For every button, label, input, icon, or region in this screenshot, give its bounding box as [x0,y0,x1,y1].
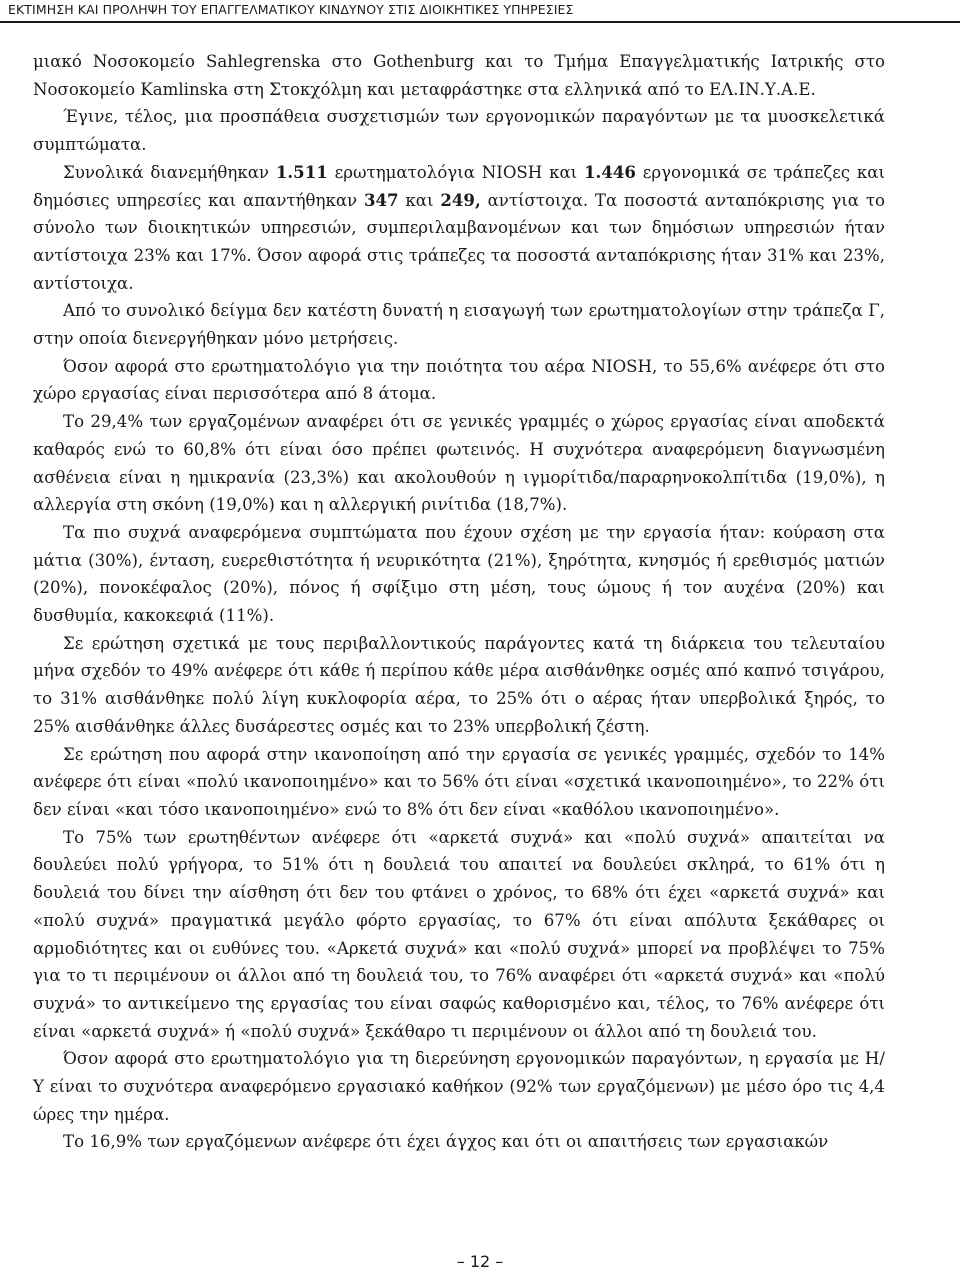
body-text [33,48,885,1156]
paragraph-7: Τα πιο συχνά αναφερόμενα συμπτώματα που έχουν σχέση με την εργασία ήταν: κούραση στα μάτια (30%), ένταση, ευερεθιστότητα ή νευρικότητα (21%), ξηρότητα, κνησμός ή ερεθισμός ματιών (20%), πονοκέφαλος (20%), πόνος ή σφίξιμο στη μέση, τους ώμους ή τον αυχένα (20%) και δυσθυμία, κακοκεφιά (11%). [33,522,885,626]
count-ergonomic-distributed: 1.446 [584,161,636,182]
paragraph-5: Όσον αφορά στο ερωτηματολόγιο για την ποιότητα του αέρα NIOSH, το 55,6% ανέφερε ότι στο χώρο εργασίας είναι περισσότερα από 8 άτομα. [33,356,885,404]
paragraph-10: Το 75% των ερωτηθέντων ανέφερε ότι «αρκετά συχνά» και «πολύ συχνά» απαιτείται να δουλεύει πολύ γρήγορα, το 51% ότι η δουλειά του απαιτεί να δουλεύει σκληρά, το 61% ότι η δουλειά του δίνει την αίσθηση ότι δεν του φτάνει ο χρόνος, το 68% ότι έχει «αρκετά συχνά» και «πολύ συχνά» πραγματικά μεγάλο φόρτο εργασίας, το 67% ότι είναι απόλυτα ξεκάθαρες οι αρμοδιότητες και οι ευθύνες του. «Αρκετά συχνά» και «πολύ συχνά» μπορεί να προβλέψει το 75% για το τι περιμένουν οι άλλοι από τη δουλειά του, το 76% αναφέρει ότι «αρκετά συχνά» και «πολύ συχνά» το αντικείμενο της εργασίας του είναι σαφώς καθορισμένο και, τέλος, το 76% ανέφερε ότι είναι «αρκετά συχνά» ή «πολύ συχνά» ξεκάθαρο τι περιμένουν οι άλλοι από τη δουλειά του. [33,827,885,1041]
paragraph-3-text-c: ερωτηματολόγια NIOSH και [327,162,584,182]
paragraph-6: Το 29,4% των εργαζομένων αναφέρει ότι σε γενικές γραμμές ο χώρος εργασίας είναι αποδεκτά καθαρός ενώ το 60,8% ότι είναι όσο πρέπει φωτεινός. Η συχνότερα αναφερόμενη διαγνωσμένη ασθένεια είναι η ημικρανία (23,3%) και ακολουθούν η ιγμορίτιδα/παραρηνοκολπίτιδα (19,0%), η αλλεργία στη σκόνη (19,0%) και η αλλεργική ρινίτιδα (18,7%). [33,412,885,515]
running-header: ΕΚΤΙΜΗΣΗ ΚΑΙ ΠΡΟΛΗΨΗ ΤΟΥ ΕΠΑΓΓΕΛΜΑΤΙΚΟΥ ΚΙΝΔΥΝΟΥ ΣΤΙΣ ΔΙΟΙΚΗΤΙΚΕΣ ΥΠΗΡΕΣΙΕΣ [8,2,574,17]
paragraph-3-text-a: Συνολικά διανεμήθηκαν [63,162,276,182]
paragraph-12: Το 16,9% των εργαζόμενων ανέφερε ότι έχει άγχος και ότι οι απαιτήσεις των εργασιακών [63,1132,829,1152]
page-number: – 12 – [456,1252,504,1271]
paragraph-1: μιακό Νοσοκομείο Sahlegrenska στο Gothenburg και το Τμήμα Επαγγελματικής Ιατρικής στο Νοσοκομείο Kamlinska στη Στοκχόλμη και μεταφράστηκε στα ελληνικά από το ΕΛ.ΙΝ.Υ.Α.Ε. [33,52,885,99]
paragraph-9: Σε ερώτηση που αφορά στην ικανοποίηση από την εργασία σε γενικές γραμμές, σχεδόν το 14% ανέφερε ότι είναι «πολύ ικανοποιημένο» και το 56% ότι είναι «σχετικά ικανοποιημένο», το 22% ότι δεν είναι «και τόσο ικανοποιημένο» ενώ το 8% ότι δεν είναι «καθόλου ικανοποιημένο». [33,744,885,819]
count-niosh-distributed: 1.511 [275,161,328,182]
paragraph-3-text-e: εργονομικά σε τράπεζες και δημόσιες υπηρεσίες και απαντήθηκαν [33,162,885,210]
paragraph-3-text-i: αντίστοιχα. Τα ποσοστά ανταπόκρισης για το σύνολο των διοικητικών υπηρεσιών, συμπεριλαμβανομένων και των δημόσιων υπηρεσιών ήταν αντίστοιχα 23% και 17%. Όσον αφορά στις τράπεζες τα ποσοστά ανταπόκρισης ήταν 31% και 23%, αντίστοιχα. [33,190,885,293]
paragraph-3 [33,159,885,298]
paragraph-4: Από το συνολικό δείγμα δεν κατέστη δυνατή η εισαγωγή των ερωτηματολογίων στην τράπεζα Γ, στην οποία διενεργήθηκαν μόνο μετρήσεις. [33,301,885,349]
paragraph-3-text-g: και [398,190,441,210]
paragraph-2: Έγινε, τέλος, μια προσπάθεια συσχετισμών των εργονομικών παραγόντων με τα μυοσκελετικά συμπτώματα. [33,107,885,155]
header-rule [0,21,960,23]
paragraph-8: Σε ερώτηση σχετικά με τους περιβαλλοντικούς παράγοντες κατά τη διάρκεια του τελευταίου μήνα σχεδόν το 49% ανέφερε ότι κάθε ή περίπου κάθε μέρα αισθάνθηκε οσμές από καπνό τσιγάρου, το 31% αισθάνθηκε πολύ λίγη κυκλοφορία αέρα, το 25% ότι ο αέρας ήταν υπερβολικά ξηρός, το 25% αισθάνθηκε άλλες δυσάρεστες οσμές και το 23% υπερβολική ζέστη. [33,633,885,736]
paragraph-11: Όσον αφορά στο ερωτηματολόγιο για τη διερεύνηση εργονομικών παραγόντων, η εργασία με Η/Υ είναι το συχνότερα αναφερόμενο εργασιακό καθήκον (92% των εργαζόμενων) με μέσο όρο τις 4,4 ώρες την ημέρα. [33,1049,885,1124]
count-ergonomic-answered: 249, [440,189,481,210]
count-niosh-answered: 347 [363,189,399,210]
